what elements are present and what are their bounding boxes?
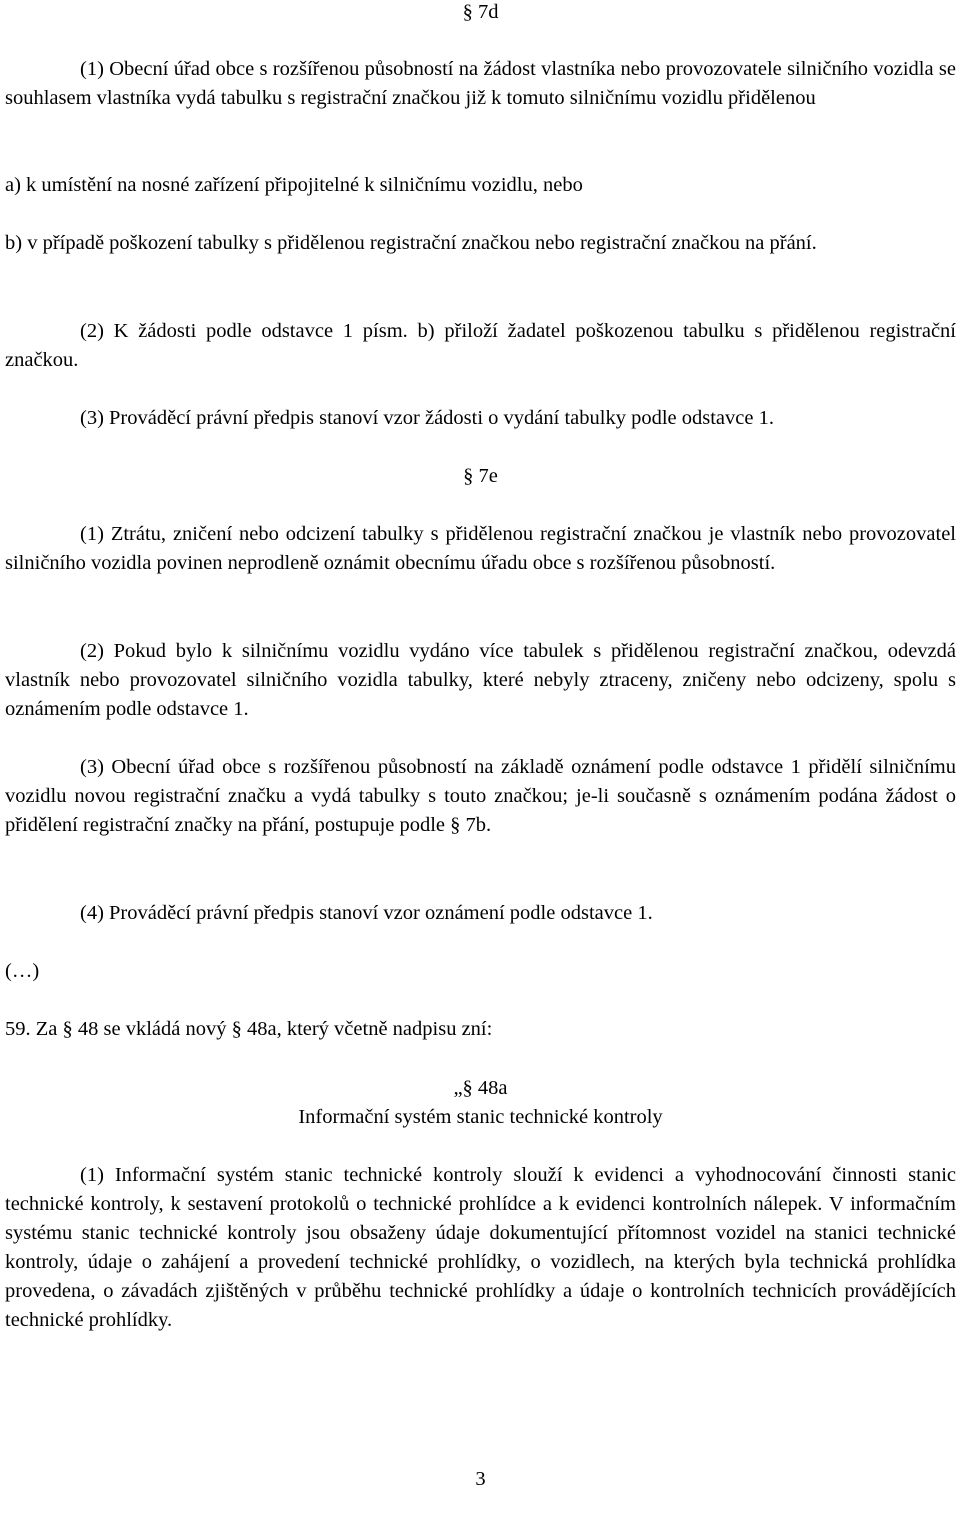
- omission-mark: (…): [5, 960, 40, 982]
- section-7d-paragraph-3: (3) Prováděcí právní předpis stanoví vzor žádosti o vydání tabulky podle odstavce 1.: [80, 407, 774, 429]
- amendment-item-59: 59. Za § 48 se vkládá nový § 48a, který včetně nadpisu zní:: [5, 1018, 493, 1040]
- section-7e-paragraph-4: (4) Prováděcí právní předpis stanoví vzor oznámení podle odstavce 1.: [80, 902, 653, 924]
- section-7e-paragraph-1: (1) Ztrátu, zničení nebo odcizení tabulky s přidělenou registrační značkou je vlastník nebo provozovatel silničního vozidla povinen neprodleně oznámit obecnímu úřadu obce s rozšířenou působností.: [5, 523, 956, 574]
- section-7d-paragraph-2: (2) K žádosti podle odstavce 1 písm. b) přiloží žadatel poškozenou tabulku s přidělenou registrační značkou.: [5, 320, 956, 371]
- section-7e-paragraph-2: (2) Pokud bylo k silničnímu vozidlu vydáno více tabulek s přidělenou registrační značkou, odevzdá vlastník nebo provozovatel silničního vozidla tabulky, které nebyly ztraceny, zničeny nebo odcizeny, spolu s oznámením podle odstavce 1.: [5, 640, 956, 720]
- section-48a-heading: „§ 48a: [453, 1077, 508, 1099]
- section-7d-paragraph-1: (1) Obecní úřad obce s rozšířenou působností na žádost vlastníka nebo provozovatele silničního vozidla se souhlasem vlastníka vydá tabulku s registrační značkou již k tomuto silničnímu vozidlu přidělenou: [5, 58, 956, 109]
- section-7d-heading: § 7d: [462, 1, 499, 23]
- section-7d-paragraph-1-item-a: a) k umístění na nosné zařízení připojitelné k silničnímu vozidlu, nebo: [5, 174, 583, 196]
- section-7e-heading: § 7e: [463, 465, 498, 487]
- section-7d-paragraph-1-item-b: b) v případě poškození tabulky s přidělenou registrační značkou nebo registrační značkou na přání.: [5, 232, 817, 254]
- page-number: 3: [475, 1468, 486, 1490]
- section-48a-title: Informační systém stanic technické kontroly: [298, 1106, 663, 1128]
- section-48a-paragraph-1: (1) Informační systém stanic technické kontroly slouží k evidenci a vyhodnocování činnosti stanic technické kontroly, k sestavení protokolů o technické prohlídce a k evidenci kontrolních nálepek. V informačním systému stanic technické kontroly jsou obsaženy údaje dokumentující přítomnost vozidel na stanici technické kontroly, údaje o zahájení a provedení technické prohlídky, o vozidlech, na kterých byla technická prohlídka provedena, o závadách zjištěných v průběhu technické prohlídky a údaje o kontrolních technicích provádějících technické prohlídky.: [5, 1164, 956, 1331]
- section-7e-paragraph-3: (3) Obecní úřad obce s rozšířenou působností na základě oznámení podle odstavce 1 přidělí silničnímu vozidlu novou registrační značku a vydá tabulky s touto značkou; je-li současně s oznámením podána žádost o přidělení registrační značky na přání, postupuje podle § 7b.: [5, 756, 956, 836]
